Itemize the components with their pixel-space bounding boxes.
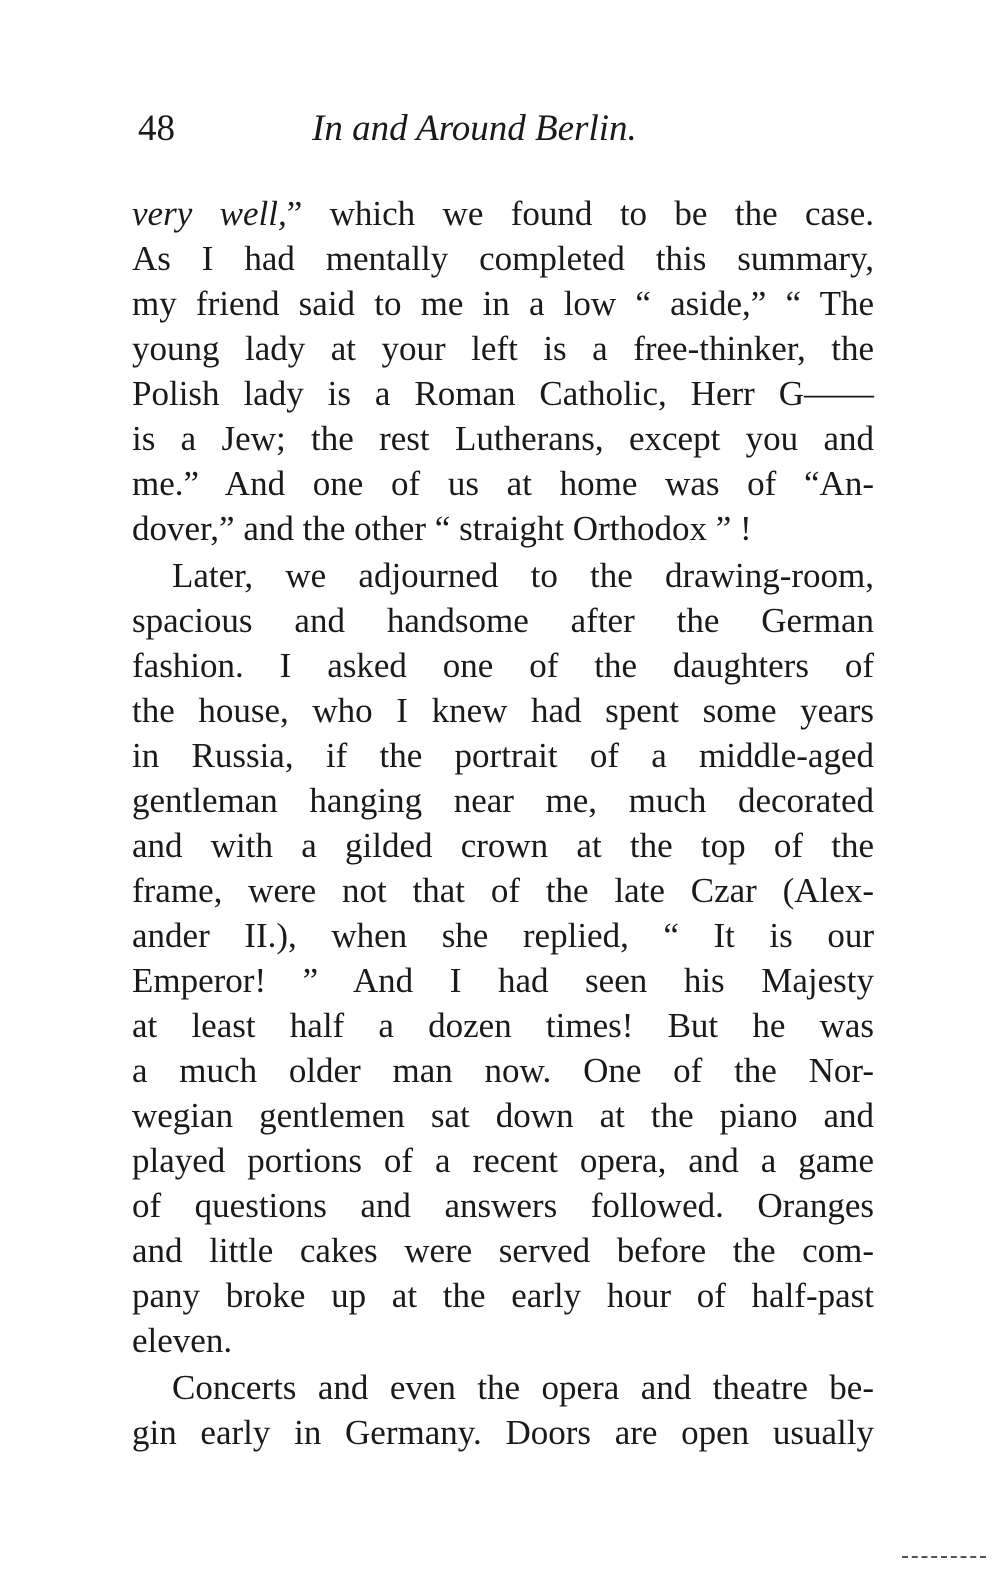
text-line: at least half a dozen times! But he was	[132, 1006, 874, 1045]
text-line: wegian gentlemen sat down at the piano and	[132, 1096, 874, 1135]
text-line: played portions of a recent opera, and a game	[132, 1141, 874, 1180]
text-line: in Russia, if the portrait of a middle-aged	[132, 736, 874, 775]
text-line: Later, we adjourned to the drawing-room,	[172, 556, 874, 595]
text-line: is a Jew; the rest Lutherans, except you and	[132, 419, 874, 458]
running-header	[138, 104, 878, 154]
text-line: dover,” and the other “ straight Orthodox ” !	[132, 509, 752, 548]
text-line: gin early in Germany. Doors are open usually	[132, 1413, 874, 1452]
italic-phrase: very well,	[132, 194, 287, 233]
text-line: spacious and handsome after the German	[132, 601, 874, 640]
scan-edge-mark	[902, 1556, 986, 1558]
text-line: Polish lady is a Roman Catholic, Herr G——	[132, 374, 874, 413]
text-line: Concerts and even the opera and theatre be-	[172, 1368, 874, 1407]
text-line: pany broke up at the early hour of half-past	[132, 1276, 874, 1315]
text-line: of questions and answers followed. Oranges	[132, 1186, 874, 1225]
text-line: As I had mentally completed this summary,	[132, 239, 874, 278]
text-line: fashion. I asked one of the daughters of	[132, 646, 874, 685]
running-title: In and Around Berlin.	[312, 108, 637, 149]
text-line: and with a gilded crown at the top of the	[132, 826, 874, 865]
text-line: frame, were not that of the late Czar (Alex-	[132, 871, 874, 910]
text-line: the house, who I knew had spent some years	[132, 691, 874, 730]
text-line: my friend said to me in a low “ aside,” “ The	[132, 284, 874, 323]
text-line: me.” And one of us at home was of “An-	[132, 464, 874, 503]
text-line: a much older man now. One of the Nor-	[132, 1051, 874, 1090]
line-text: ” which we found to be the case.	[286, 194, 874, 233]
text-line: ander II.), when she replied, “ It is our	[132, 916, 874, 955]
text-line	[132, 191, 874, 236]
text-line: eleven.	[132, 1321, 233, 1360]
text-line: young lady at your left is a free-thinker, the	[132, 329, 874, 368]
text-line: and little cakes were served before the com-	[132, 1231, 874, 1270]
text-line: gentleman hanging near me, much decorated	[132, 781, 874, 820]
text-line: Emperor! ” And I had seen his Majesty	[132, 961, 874, 1000]
page-number: 48	[138, 108, 175, 149]
